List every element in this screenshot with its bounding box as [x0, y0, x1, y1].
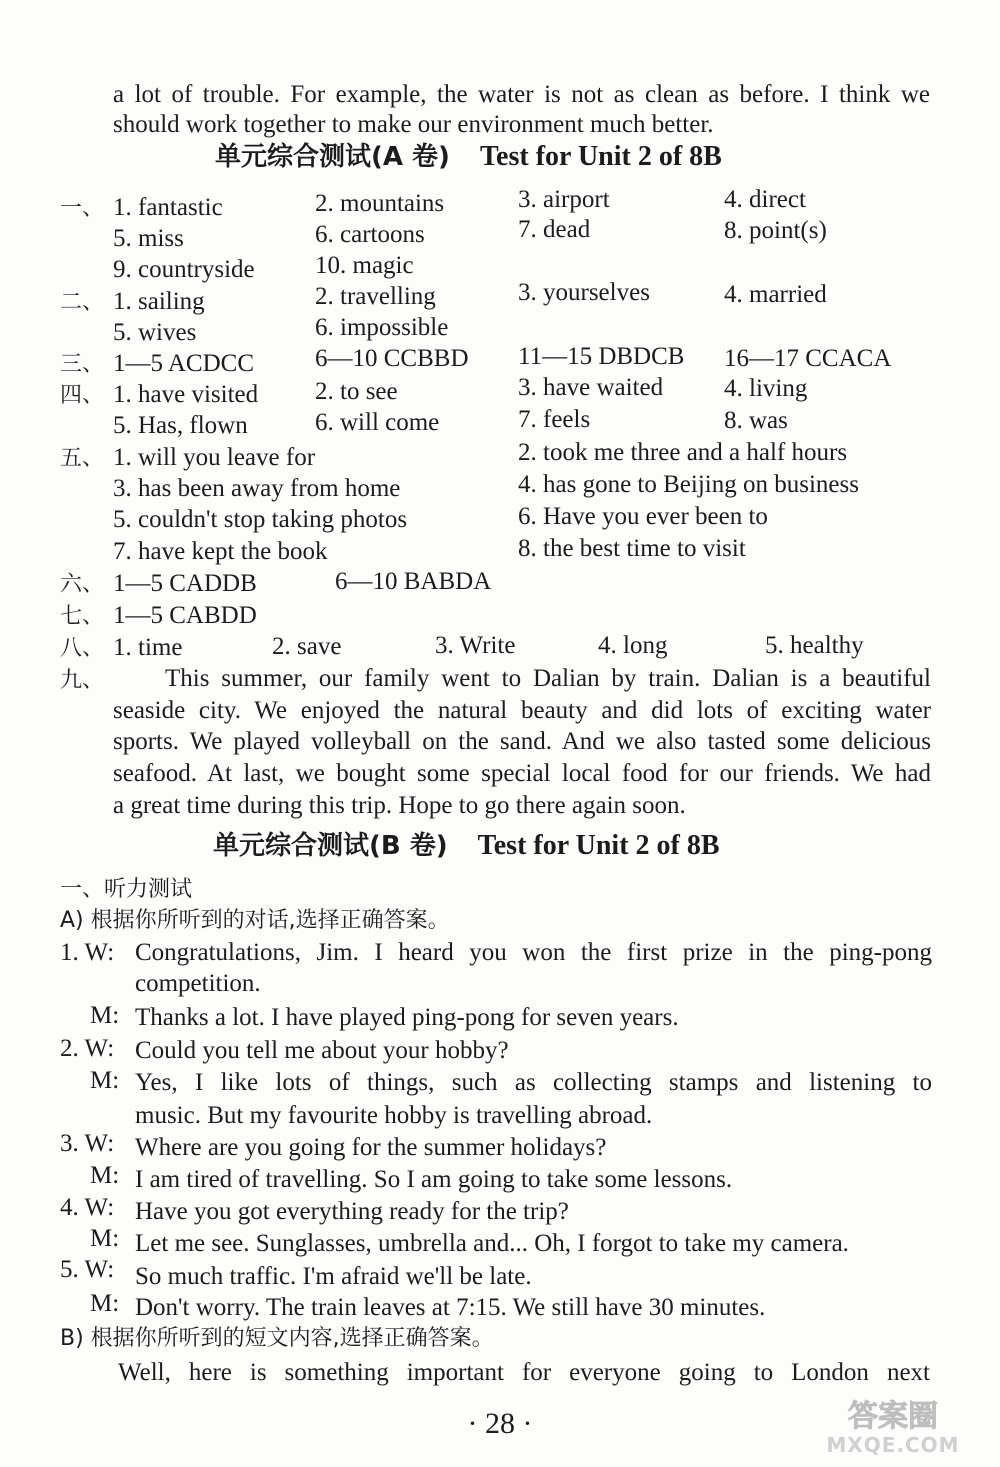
answer: 16—17 CCACA [724, 345, 892, 372]
question-number: 七、 [60, 604, 105, 629]
answer: 1. have visited [113, 381, 259, 408]
answer: 1—5 CADDB [113, 570, 257, 597]
answer: 3. airport [518, 186, 610, 213]
listening-heading: 一、听力测试 [60, 877, 193, 902]
essay-line: sports. We played volleyball on the sand. And we also tasted some delicious [113, 728, 931, 755]
intro-line: should work together to make our environment much better. [113, 111, 714, 138]
answer: 3. Write [435, 632, 516, 659]
answer: 8. the best time to visit [518, 535, 746, 562]
answer: 5. wives [113, 319, 197, 346]
answer: 2. took me three and a half hours [518, 439, 848, 466]
dialogue-line: Don't worry. The train leaves at 7:15. We still have 30 minutes. [135, 1294, 766, 1321]
speaker-label: 2. W: [60, 1035, 115, 1062]
speaker-label: 1. W: [60, 939, 115, 966]
question-number: 二、 [60, 290, 105, 315]
dialogue-line: Could you tell me about your hobby? [135, 1037, 509, 1064]
speaker-label: M: [90, 1162, 120, 1189]
section-b-title [213, 829, 720, 863]
answer: 10. magic [315, 252, 414, 279]
dialogue-line: Where are you going for the summer holidays? [135, 1134, 607, 1161]
answer: 2. save [272, 633, 342, 660]
dialogue-line: Congratulations, Jim. I heard you won the first prize in the ping-pong [135, 939, 932, 966]
dialogue-line: Yes, I like lots of things, such as collecting stamps and listening to [135, 1069, 932, 1096]
part-b-text: Well, here is something important for everyone going to London next [118, 1359, 930, 1386]
answer: 5. miss [113, 225, 184, 252]
section-a-title [215, 140, 722, 174]
answer: 4. direct [724, 186, 806, 213]
dialogue-line: Thanks a lot. I have played ping-pong for seven years. [135, 1004, 679, 1031]
question-number: 三、 [60, 352, 105, 377]
answer: 2. to see [315, 378, 398, 405]
intro-line: a lot of trouble. For example, the water is not as clean as before. I think we [113, 81, 930, 108]
speaker-label: M: [90, 1002, 120, 1029]
answer: 4. married [724, 281, 827, 308]
answer: 6—10 CCBBD [315, 345, 469, 372]
answer: 7. dead [518, 216, 591, 243]
answer: 1. fantastic [113, 194, 223, 221]
dialogue-line: So much traffic. I'm afraid we'll be late. [135, 1263, 532, 1290]
dialogue-line: I am tired of travelling. So I am going to take some lessons. [135, 1166, 733, 1193]
answer: 3. has been away from home [113, 475, 401, 502]
answer: 6. impossible [315, 314, 449, 341]
speaker-label: 3. W: [60, 1130, 115, 1157]
section-a-title-en: Test for Unit 2 of 8B [479, 141, 722, 172]
answer: 5. healthy [765, 632, 864, 659]
speaker-label: M: [90, 1067, 120, 1094]
essay-line: seafood. At last, we bought some special local food for our friends. We had [113, 760, 931, 787]
answer: 11—15 DBDCB [518, 343, 685, 370]
speaker-label: 5. W: [60, 1256, 115, 1283]
watermark-logo [798, 1392, 988, 1457]
watermark-top: 答案圈 [848, 1399, 938, 1434]
section-a-title-cn: 单元综合测试(A 卷) [215, 142, 450, 172]
answer: 6. Have you ever been to [518, 503, 768, 530]
dialogue-line: music. But my favourite hobby is travelling abroad. [135, 1102, 653, 1129]
speaker-label: M: [90, 1290, 120, 1317]
dialogue-line: Let me see. Sunglasses, umbrella and... Oh, I forgot to take my camera. [135, 1230, 849, 1257]
question-number: 一、 [60, 196, 105, 221]
speaker-label: M: [90, 1225, 120, 1252]
answer: 6—10 BABDA [335, 568, 492, 595]
answer: 1. will you leave for [113, 444, 316, 471]
part-a-heading: A) 根据你所听到的对话,选择正确答案。 [60, 908, 450, 933]
answer: 1. time [113, 634, 183, 661]
answer: 3. have waited [518, 374, 664, 401]
section-b-title-cn: 单元综合测试(B 卷) [213, 831, 448, 861]
answer: 4. living [724, 375, 808, 402]
essay-line: a great time during this trip. Hope to go there again soon. [113, 792, 686, 819]
answer: 9. countryside [113, 256, 255, 283]
answer: 8. was [724, 407, 788, 434]
question-number: 六、 [60, 572, 105, 597]
answer: 1—5 CABDD [113, 602, 257, 629]
answer: 4. long [598, 632, 668, 659]
answer: 8. point(s) [724, 217, 827, 244]
answer: 5. Has, flown [113, 412, 248, 439]
essay-line: seaside city. We enjoyed the natural beauty and did lots of exciting water [113, 697, 931, 724]
section-b-title-en: Test for Unit 2 of 8B [477, 830, 720, 861]
answer: 2. travelling [315, 283, 436, 310]
question-number: 五、 [60, 446, 105, 471]
question-number: 四、 [60, 383, 105, 408]
question-number: 八、 [60, 636, 105, 661]
answer: 5. couldn't stop taking photos [113, 506, 408, 533]
page-number: · 28 · [467, 1407, 533, 1440]
answer: 6. will come [315, 409, 440, 436]
part-b-heading: B) 根据你所听到的短文内容,选择正确答案。 [60, 1326, 494, 1351]
answer: 1—5 ACDCC [113, 350, 255, 377]
dialogue-line: Have you got everything ready for the trip? [135, 1198, 569, 1225]
answer: 7. feels [518, 406, 591, 433]
watermark-bottom: MXQE.COM [826, 1433, 960, 1457]
answer: 7. have kept the book [113, 538, 328, 565]
answer: 6. cartoons [315, 221, 425, 248]
answer: 2. mountains [315, 190, 445, 217]
answer: 4. has gone to Beijing on business [518, 471, 859, 498]
answer: 1. sailing [113, 288, 205, 315]
essay-line: This summer, our family went to Dalian by train. Dalian is a beautiful [165, 665, 931, 692]
answer: 3. yourselves [518, 279, 650, 306]
question-number: 九、 [60, 668, 105, 693]
speaker-label: 4. W: [60, 1194, 115, 1221]
dialogue-line: competition. [135, 970, 261, 997]
